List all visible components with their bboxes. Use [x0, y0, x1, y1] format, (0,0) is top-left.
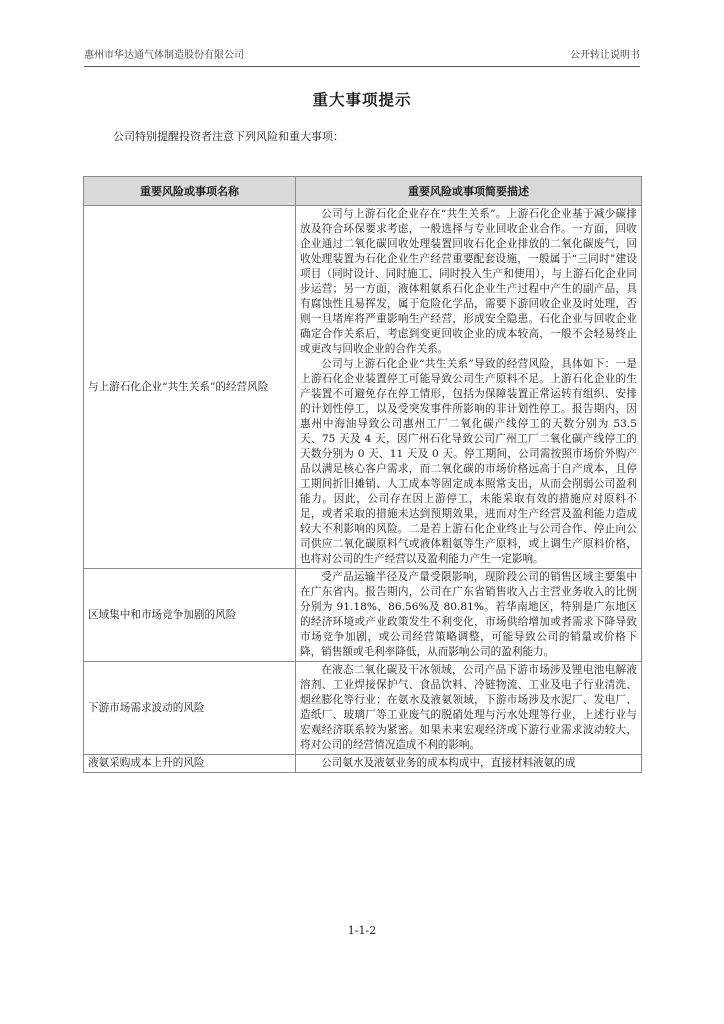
description-paragraph: 公司与上游石化企业“共生关系”导致的经营风险，具体如下：一是上游石化企业装置停工可能导致公司生产原料不足。上游石化企业的生产装置不可避免存在停工情形，包括为保障装置正常运转有组织、安排的计划性停工，以及受突发事件所影响的非计划性停工。报告期内，因惠州中海油导致公司惠州工厂二氧化碳产线停工的天数分别为 53.5 天、75 天及 4 天，因广州石化导致公司广州工厂二氧化碳产线停工的天数分别为 0 天、11 天及 0 天。停工期间，公司需按照市场价外购产品以满足核心客户需求，而二氧化碳的市场价格远高于自产成本，且停工期间折旧摊销、人工成本等固定成本照常支出，从而会削弱公司盈利能力。因此，公司存在因上游停工，未能采取有效的措施应对原料不足，或者采取的措施未达到预期效果，进而对生产经营及盈利能力造成较大不利影响的风险。二是若上游石化企业终止与公司合作、停止向公司供应二氧化碳原料气或液体粗氨等生产原料，或上调生产原料价格，也将对公司的生产经营以及盈利能力产生一定影响。 — [300, 358, 637, 565]
risk-name: 与上游石化企业“共生关系”的经营风险 — [84, 206, 296, 569]
description-paragraph: 在液态二氧化碳及干冰领域，公司产品下游市场涉及锂电池电解液溶剂、工业焊接保护气、食品饮料、冷链物流、工业及电子行业清洗、烟丝膨化等行业；在氨水及液氨领域，下游市场涉及水泥厂、发电厂、造纸厂、玻璃厂等工业废气的脱硝处理与污水处理等行业，上述行业与宏观经济联系较为紧密。如果未来宏观经济或下游行业需求波动较大，将对公司的经营情况造成不利的影响。 — [300, 664, 637, 751]
document-type: 公开转让说明书 — [570, 50, 640, 61]
description-paragraph: 公司与上游石化企业存在“共生关系”。上游石化企业基于减少碳排放及符合环保要求考虑，一般选择与专业回收企业合作。一方面，回收企业通过二氧化碳回收处理装置回收石化企业排放的二氧化碳废气，回收处理装置为石化企业生产经营重要配套设施，一般属于“三同时”建设项目（同时设计、同时施工、同时投入生产和使用），与上游石化企业同步运营；另一方面，液体粗氨系石化企业生产过程中产生的副产品，具有腐蚀性且易挥发，属于危险化学品，需要下游回收企业及时处理，否则一旦堵库将严重影响生产经营，形成安全隐患。石化企业与回收企业确定合作关系后，考虑到变更回收企业的成本较高，一般不会轻易终止或更改与回收企业的合作关系。 — [300, 208, 637, 355]
description-paragraph: 受产品运输半径及产量受限影响，现阶段公司的销售区域主要集中在广东省内。报告期内，公司在广东省销售收入占主营业务收入的比例分别为 91.18%、86.56%及 80.81%。若华南地区，特别是广东地区的经济环境或产业政策发生不利变化，市场供给增加或者需求下降导致市场竞争加剧，或公司经营策略调整，可能导致公司的销量或价格下降，销售额或毛利率降低，从而影响公司的盈利能力。 — [300, 571, 637, 658]
risk-description — [296, 755, 642, 773]
page-header — [84, 49, 640, 67]
table-row — [84, 206, 642, 569]
table-row — [84, 755, 642, 773]
risk-description — [296, 206, 642, 569]
page-number: 1-1-2 — [347, 924, 377, 937]
page-title: 重大事项提示 — [312, 90, 412, 109]
risk-name: 液氨采购成本上升的风险 — [84, 755, 296, 773]
risk-table — [83, 176, 642, 773]
table-row — [84, 569, 642, 662]
column-header-name: 重要风险或事项名称 — [84, 177, 296, 206]
description-paragraph: 公司氨水及液氨业务的成本构成中，直接材料液氨的成 — [321, 757, 576, 769]
risk-description — [296, 569, 642, 662]
column-header-description: 重要风险或事项简要描述 — [296, 177, 642, 206]
intro-text: 公司特别提醒投资者注意下列风险和重大事项： — [113, 130, 344, 143]
risk-description — [296, 662, 642, 755]
table-row — [84, 662, 642, 755]
company-name: 惠州市华达通气体制造股份有限公司 — [84, 50, 244, 61]
risk-name: 区域集中和市场竞争加剧的风险 — [84, 569, 296, 662]
risk-name: 下游市场需求波动的风险 — [84, 662, 296, 755]
table-header-row — [84, 177, 642, 206]
